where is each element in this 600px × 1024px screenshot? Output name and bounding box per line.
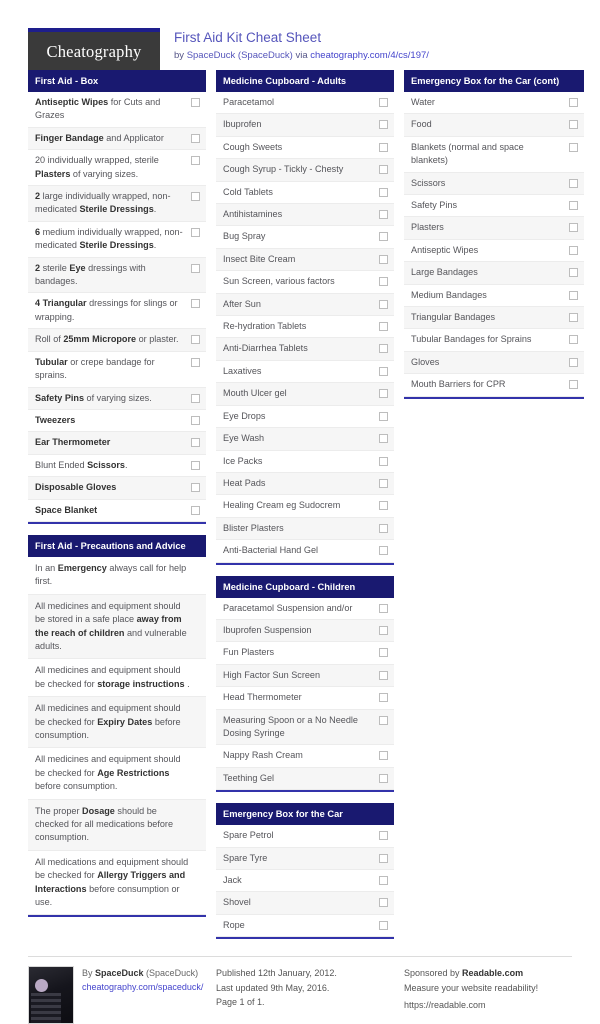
row-text: Mouth Barriers for CPR: [411, 379, 506, 390]
row-text: Spare Petrol: [223, 830, 274, 841]
checkbox[interactable]: [379, 165, 388, 174]
checkbox[interactable]: [379, 898, 388, 907]
row-text: Blankets (normal and space blankets): [411, 141, 524, 166]
row-text: Roll of 25mm Micropore or plaster.: [35, 334, 179, 345]
checklist-row[interactable]: [216, 745, 394, 767]
checkbox[interactable]: [379, 277, 388, 286]
checkbox[interactable]: [379, 831, 388, 840]
column-left: [28, 70, 206, 928]
table-header: First Aid - Box: [28, 70, 206, 92]
checklist-row[interactable]: [28, 128, 206, 150]
checkbox[interactable]: [379, 300, 388, 309]
table-header: Emergency Box for the Car (cont): [404, 70, 584, 92]
checkbox[interactable]: [379, 188, 388, 197]
column-right: [404, 70, 584, 410]
page-title: First Aid Kit Cheat Sheet: [174, 30, 322, 45]
checkbox[interactable]: [379, 854, 388, 863]
row-text: 2 large individually wrapped, non-medicated Sterile Dressings.: [35, 191, 171, 215]
checklist-row[interactable]: [404, 173, 584, 195]
checkbox[interactable]: [379, 255, 388, 264]
footer-sponsor-url[interactable]: https://readable.com: [404, 1000, 486, 1011]
checkbox[interactable]: [191, 192, 200, 201]
checklist-row[interactable]: [216, 428, 394, 450]
checkbox[interactable]: [191, 228, 200, 237]
checkbox[interactable]: [191, 394, 200, 403]
source-link[interactable]: cheatography.com/4/cs/197/: [310, 50, 429, 61]
checklist-row[interactable]: [216, 825, 394, 847]
checklist-row[interactable]: [216, 92, 394, 114]
checklist-row[interactable]: [404, 352, 584, 374]
checklist-row[interactable]: [28, 455, 206, 477]
footer-author-url[interactable]: cheatography.com/spaceduck/: [82, 982, 204, 993]
table-emergency-box-car-cont: [404, 70, 584, 399]
checkbox[interactable]: [569, 335, 578, 344]
checkbox[interactable]: [569, 380, 578, 389]
checklist-row[interactable]: [28, 150, 206, 186]
table-first-aid-box: [28, 70, 206, 524]
checklist-row[interactable]: [28, 500, 206, 522]
checkbox[interactable]: [191, 134, 200, 143]
note-row: [28, 595, 206, 660]
checklist-row[interactable]: [216, 271, 394, 293]
checklist-row[interactable]: [28, 329, 206, 351]
checkbox[interactable]: [379, 389, 388, 398]
table-medicine-cupboard-children: [216, 576, 394, 793]
checklist-row[interactable]: [28, 352, 206, 388]
checklist-row[interactable]: [28, 258, 206, 294]
checklist-row[interactable]: [216, 687, 394, 709]
footer-dates-block: [216, 956, 404, 1024]
row-text: 2 sterile Eye dressings with bandages.: [35, 262, 146, 287]
checkbox[interactable]: [569, 291, 578, 300]
checklist-row[interactable]: [28, 222, 206, 258]
footer-author-name: SpaceDuck: [95, 968, 144, 979]
row-text: All medications and equipment should be checked for Allergy Triggers and Interactions before consumption or use.: [35, 856, 189, 908]
row-text: Fun Plasters: [223, 647, 275, 658]
checklist-row[interactable]: [216, 518, 394, 540]
checkbox[interactable]: [569, 120, 578, 129]
checkbox[interactable]: [191, 438, 200, 447]
checklist-row[interactable]: [216, 361, 394, 383]
row-text: Sun Screen, various factors: [223, 276, 335, 287]
row-text: Antiseptic Wipes: [411, 244, 479, 255]
note-row: [28, 697, 206, 748]
row-text: Blunt Ended Scissors.: [35, 459, 128, 470]
checkbox[interactable]: [569, 268, 578, 277]
page-header: [28, 0, 572, 62]
checklist-row[interactable]: [216, 249, 394, 271]
footer-sponsor-name: Readable.com: [462, 968, 524, 979]
checklist-row[interactable]: [216, 620, 394, 642]
row-text: The proper Dosage should be checked for all medications before consumption.: [35, 805, 173, 843]
checkbox[interactable]: [379, 210, 388, 219]
checklist-row[interactable]: [216, 892, 394, 914]
checkbox[interactable]: [191, 483, 200, 492]
checkbox[interactable]: [191, 156, 200, 165]
checklist-row[interactable]: [216, 473, 394, 495]
checkbox[interactable]: [379, 120, 388, 129]
row-text: Bug Spray: [223, 231, 266, 242]
checklist-row[interactable]: [216, 848, 394, 870]
byline-via: via: [292, 50, 311, 61]
row-text: Spare Tyre: [223, 852, 268, 863]
checklist-row[interactable]: [28, 477, 206, 499]
footer-sponsor-prefix: Sponsored by: [404, 968, 463, 979]
footer-author-prefix: By: [82, 968, 96, 979]
row-text: Cough Syrup - Tickly - Chesty: [223, 164, 344, 175]
byline-prefix: by: [174, 50, 187, 61]
page-footer: [28, 956, 572, 1024]
checklist-row[interactable]: [404, 329, 584, 351]
checklist-row[interactable]: [216, 159, 394, 181]
row-text: In an Emergency always call for help first.: [35, 562, 187, 587]
row-text: Paracetamol Suspension and/or: [223, 602, 353, 613]
checkbox[interactable]: [379, 344, 388, 353]
row-text: Triangular Bandages: [411, 312, 496, 323]
checkbox[interactable]: [379, 876, 388, 885]
row-text: All medicines and equipment should be checked for storage instructions .: [35, 665, 190, 689]
checklist-row[interactable]: [216, 226, 394, 248]
checkbox[interactable]: [379, 648, 388, 657]
checkbox[interactable]: [191, 358, 200, 367]
checkbox[interactable]: [379, 501, 388, 510]
checkbox[interactable]: [569, 223, 578, 232]
checkbox[interactable]: [379, 98, 388, 107]
checkbox[interactable]: [569, 201, 578, 210]
row-text: Measuring Spoon or a No Needle Dosing Syringe: [223, 714, 358, 738]
checklist-row[interactable]: [216, 383, 394, 405]
row-text: Anti-Bacterial Hand Gel: [223, 545, 319, 556]
checkbox[interactable]: [191, 98, 200, 107]
row-text: Large Bandages: [411, 267, 478, 278]
checklist-row[interactable]: [404, 307, 584, 329]
row-text: All medicines and equipment should be checked for Expiry Dates before consumption.: [35, 703, 181, 740]
row-text: Head Thermometer: [223, 692, 302, 703]
table-first-aid-precautions: [28, 535, 206, 918]
checklist-row[interactable]: [216, 540, 394, 562]
row-text: Teething Gel: [223, 772, 275, 783]
checkbox[interactable]: [379, 434, 388, 443]
footer-author-line: [82, 966, 203, 980]
checklist-row[interactable]: [216, 665, 394, 687]
row-text: Eye Drops: [223, 410, 266, 421]
checklist-row[interactable]: [28, 92, 206, 128]
footer-author-handle: (SpaceDuck): [143, 968, 199, 979]
checklist-row[interactable]: [216, 768, 394, 790]
footer-published: Published 12th January, 2012.: [216, 968, 337, 979]
row-text: Ibuprofen: [223, 119, 262, 130]
checklist-row[interactable]: [216, 598, 394, 620]
byline-author[interactable]: SpaceDuck (SpaceDuck): [186, 50, 293, 61]
checkbox[interactable]: [379, 524, 388, 533]
row-text: Medium Bandages: [411, 289, 487, 300]
checkbox[interactable]: [191, 299, 200, 308]
checklist-row[interactable]: [216, 316, 394, 338]
table-emergency-box-car: [216, 803, 394, 939]
header-titles: [160, 28, 429, 63]
checkbox[interactable]: [379, 457, 388, 466]
checklist-row[interactable]: [404, 285, 584, 307]
footer-pages: Page 1 of 1.: [216, 997, 265, 1008]
table-header: Medicine Cupboard - Children: [216, 576, 394, 598]
row-text: Space Blanket: [35, 504, 98, 515]
table-header: First Aid - Precautions and Advice: [28, 535, 206, 557]
checklist-row[interactable]: [404, 240, 584, 262]
row-text: Rope: [223, 919, 245, 930]
checklist-row[interactable]: [28, 293, 206, 329]
row-text: High Factor Sun Screen: [223, 669, 321, 680]
table-header: Medicine Cupboard - Adults: [216, 70, 394, 92]
row-text: Finger Bandage and Applicator: [35, 132, 164, 143]
byline: [174, 48, 429, 63]
checkbox[interactable]: [379, 479, 388, 488]
row-text: Eye Wash: [223, 433, 265, 444]
row-text: Heat Pads: [223, 477, 266, 488]
checkbox[interactable]: [379, 367, 388, 376]
checklist-row[interactable]: [216, 870, 394, 892]
checkbox[interactable]: [379, 604, 388, 613]
checkbox[interactable]: [569, 98, 578, 107]
checkbox[interactable]: [379, 751, 388, 760]
checklist-row[interactable]: [216, 406, 394, 428]
row-text: Ibuprofen Suspension: [223, 624, 312, 635]
table-header: Emergency Box for the Car: [216, 803, 394, 825]
footer-updated: Last updated 9th May, 2016.: [216, 982, 330, 993]
checkbox[interactable]: [379, 412, 388, 421]
checklist-row[interactable]: [404, 374, 584, 396]
checklist-row[interactable]: [216, 451, 394, 473]
checklist-row[interactable]: [404, 137, 584, 173]
checklist-row[interactable]: [216, 204, 394, 226]
checklist-row[interactable]: [28, 410, 206, 432]
row-text: Blister Plasters: [223, 522, 284, 533]
row-text: Insect Bite Cream: [223, 253, 296, 264]
checkbox[interactable]: [191, 264, 200, 273]
row-text: Ear Thermometer: [35, 437, 111, 448]
checklist-row[interactable]: [404, 195, 584, 217]
row-text: Re-hydration Tablets: [223, 321, 307, 332]
checkbox[interactable]: [569, 179, 578, 188]
row-text: After Sun: [223, 298, 261, 309]
checkbox[interactable]: [379, 232, 388, 241]
row-text: 4 Triangular dressings for slings or wrapping.: [35, 298, 178, 322]
cheatography-logo[interactable]: [28, 28, 160, 72]
row-text: 6 medium individually wrapped, non-medicated Sterile Dressings.: [35, 226, 183, 251]
checkbox[interactable]: [379, 322, 388, 331]
checklist-row[interactable]: [28, 186, 206, 222]
checkbox[interactable]: [191, 461, 200, 470]
checkbox[interactable]: [569, 246, 578, 255]
row-text: Plasters: [411, 222, 444, 233]
checkbox[interactable]: [569, 358, 578, 367]
checklist-row[interactable]: [216, 137, 394, 159]
row-text: 20 individually wrapped, sterile Plasters of varying sizes.: [35, 155, 159, 179]
checkbox[interactable]: [569, 313, 578, 322]
checklist-row[interactable]: [216, 182, 394, 204]
row-text: Laxatives: [223, 365, 262, 376]
checkbox[interactable]: [379, 716, 388, 725]
footer-sponsor-tagline: Measure your website readability!: [404, 982, 539, 993]
row-text: Tubular Bandages for Sprains: [411, 334, 532, 345]
checklist-row[interactable]: [216, 710, 394, 746]
columns-container: [28, 70, 572, 950]
checklist-row[interactable]: [216, 495, 394, 517]
row-text: Mouth Ulcer gel: [223, 388, 287, 399]
avatar: [28, 966, 74, 1024]
row-text: Gloves: [411, 356, 440, 367]
row-text: Cough Sweets: [223, 141, 283, 152]
row-text: All medicines and equipment should be checked for Age Restrictions before consumption.: [35, 754, 181, 792]
note-row: [28, 748, 206, 799]
row-text: Ice Packs: [223, 455, 263, 466]
checklist-row[interactable]: [216, 642, 394, 664]
checkbox[interactable]: [191, 335, 200, 344]
footer-sponsor-block: [404, 956, 572, 1024]
checkbox[interactable]: [379, 546, 388, 555]
row-text: Jack: [223, 875, 242, 885]
row-text: Safety Pins of varying sizes.: [35, 392, 152, 403]
footer-author-block: [28, 956, 216, 1024]
row-text: Tweezers: [35, 414, 76, 425]
note-row: [28, 659, 206, 697]
checklist-row[interactable]: [404, 92, 584, 114]
checklist-row[interactable]: [28, 432, 206, 454]
table-medicine-cupboard-adults: [216, 70, 394, 565]
checkbox[interactable]: [379, 774, 388, 783]
checkbox[interactable]: [379, 693, 388, 702]
row-text: Disposable Gloves: [35, 482, 117, 493]
checkbox[interactable]: [379, 626, 388, 635]
logo-text: Cheatography: [46, 42, 142, 61]
row-text: Safety Pins: [411, 200, 457, 211]
row-text: Shovel: [223, 897, 251, 908]
row-text: Nappy Rash Cream: [223, 750, 303, 761]
row-text: Anti-Diarrhea Tablets: [223, 343, 308, 354]
row-text: Antihistamines: [223, 209, 283, 220]
checklist-row[interactable]: [28, 388, 206, 410]
row-text: Water: [411, 97, 435, 107]
row-text: Healing Cream eg Sudocrem: [223, 500, 341, 511]
note-row: [28, 851, 206, 916]
checkbox[interactable]: [379, 921, 388, 930]
row-text: Food: [411, 119, 432, 130]
row-text: All medicines and equipment should be stored in a safe place away from the reach of children and vulnerable adults.: [35, 600, 187, 651]
checkbox[interactable]: [569, 143, 578, 152]
checklist-row[interactable]: [216, 114, 394, 136]
checkbox[interactable]: [191, 506, 200, 515]
footer-sponsor-line: [404, 966, 562, 981]
note-row: [28, 557, 206, 595]
row-text: Cold Tablets: [223, 186, 273, 197]
column-middle: [216, 70, 394, 950]
checklist-row[interactable]: [216, 294, 394, 316]
checklist-row[interactable]: [216, 338, 394, 360]
checklist-row[interactable]: [404, 262, 584, 284]
checklist-row[interactable]: [216, 915, 394, 937]
checkbox[interactable]: [379, 143, 388, 152]
checklist-row[interactable]: [404, 217, 584, 239]
row-text: Scissors: [411, 177, 446, 188]
row-text: Tubular or crepe bandage for sprains.: [35, 356, 155, 381]
checkbox[interactable]: [379, 671, 388, 680]
checklist-row[interactable]: [404, 114, 584, 136]
row-text: Antiseptic Wipes for Cuts and Grazes: [35, 97, 161, 121]
row-text: Paracetamol: [223, 97, 275, 107]
note-row: [28, 800, 206, 851]
checkbox[interactable]: [191, 416, 200, 425]
